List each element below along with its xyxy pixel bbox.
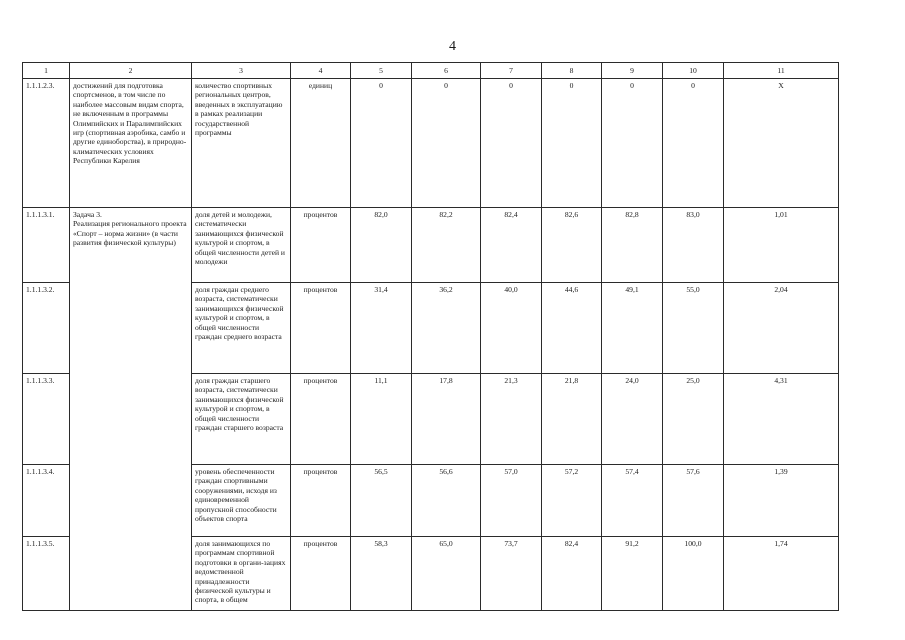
page-number: 4: [449, 39, 456, 54]
row-value: 0: [481, 79, 542, 208]
row-value: 83,0: [663, 208, 724, 283]
row-indicator: доля граждан среднего возраста, систематически занимающихся физической культурой и спортом, в общей численности граждан среднего возраста: [192, 283, 291, 374]
row-value: 11,1: [351, 374, 412, 465]
row-value: 57,6: [663, 465, 724, 537]
row-value: 44,6: [542, 283, 602, 374]
header-cell: 8: [542, 63, 602, 79]
row-code: 1.1.1.3.1.: [23, 208, 70, 283]
row-ratio: 1,01: [724, 208, 839, 283]
row-value: 82,4: [542, 537, 602, 611]
row-indicator: доля детей и молодежи, систематически занимающихся физической культурой и спортом, в общей численности детей и молодежи: [192, 208, 291, 283]
row-code: 1.1.1.3.4.: [23, 465, 70, 537]
indicators-table: [22, 62, 839, 611]
row-indicator: доля граждан старшего возраста, систематически занимающихся физической культурой и спортом, в общей численности граждан старшего возраста: [192, 374, 291, 465]
table-row: [23, 79, 839, 208]
header-cell: 4: [291, 63, 351, 79]
header-cell: 2: [70, 63, 192, 79]
row-value: 82,6: [542, 208, 602, 283]
row-indicator: уровень обеспеченности граждан спортивными сооружениями, исходя из единовременной пропускной способности объектов спорта: [192, 465, 291, 537]
row-unit: процентов: [291, 374, 351, 465]
row-code: 1.1.1.3.2.: [23, 283, 70, 374]
row-value: 21,8: [542, 374, 602, 465]
table-row: [23, 208, 839, 283]
row-value: 55,0: [663, 283, 724, 374]
header-cell: 6: [412, 63, 481, 79]
header-cell: 10: [663, 63, 724, 79]
row-value: 17,8: [412, 374, 481, 465]
row-ratio: 4,31: [724, 374, 839, 465]
row-task: достижений для подготовка спортсменов, в том числе по наиболее массовым видам спорта, не включенным в программы Олимпийских и Паралимпийских игр (спортивная аэробика, самбо и другие единоборства), в природно-климатических условиях Республики Карелия: [70, 79, 192, 208]
row-value: 0: [542, 79, 602, 208]
row-code: 1.1.1.3.5.: [23, 537, 70, 611]
header-cell: 3: [192, 63, 291, 79]
row-unit: процентов: [291, 208, 351, 283]
row-value: 73,7: [481, 537, 542, 611]
header-cell: 11: [724, 63, 839, 79]
row-value: 25,0: [663, 374, 724, 465]
row-value: 0: [663, 79, 724, 208]
row-value: 0: [602, 79, 663, 208]
row-unit: процентов: [291, 283, 351, 374]
row-value: 31,4: [351, 283, 412, 374]
row-value: 49,1: [602, 283, 663, 374]
row-value: 0: [412, 79, 481, 208]
row-ratio: X: [724, 79, 839, 208]
header-cell: 9: [602, 63, 663, 79]
row-value: 36,2: [412, 283, 481, 374]
row-value: 82,2: [412, 208, 481, 283]
row-value: 91,2: [602, 537, 663, 611]
row-value: 56,6: [412, 465, 481, 537]
header-row: [23, 63, 839, 79]
row-value: 57,2: [542, 465, 602, 537]
row-value: 57,0: [481, 465, 542, 537]
row-indicator: количество спортивных региональных центров, введенных в эксплуатацию в рамках реализации государственной программы: [192, 79, 291, 208]
row-unit: единиц: [291, 79, 351, 208]
row-unit: процентов: [291, 537, 351, 611]
row-value: 40,0: [481, 283, 542, 374]
row-value: 82,8: [602, 208, 663, 283]
row-code: 1.1.1.3.3.: [23, 374, 70, 465]
row-value: 21,3: [481, 374, 542, 465]
row-task: Задача 3. Реализация регионального проекта «Спорт – норма жизни» (в части развития физической культуры): [70, 208, 192, 611]
row-value: 58,3: [351, 537, 412, 611]
row-value: 82,4: [481, 208, 542, 283]
row-indicator: доля занимающихся по программам спортивной подготовки в органи-зациях ведомственной принадлежности физической культуры и спорта, в общем: [192, 537, 291, 611]
header-cell: 7: [481, 63, 542, 79]
row-ratio: 1,39: [724, 465, 839, 537]
row-ratio: 1,74: [724, 537, 839, 611]
header-cell: 1: [23, 63, 70, 79]
row-value: 100,0: [663, 537, 724, 611]
row-value: 0: [351, 79, 412, 208]
row-unit: процентов: [291, 465, 351, 537]
header-cell: 5: [351, 63, 412, 79]
row-value: 82,0: [351, 208, 412, 283]
row-value: 65,0: [412, 537, 481, 611]
row-value: 56,5: [351, 465, 412, 537]
row-code: 1.1.1.2.3.: [23, 79, 70, 208]
row-ratio: 2,04: [724, 283, 839, 374]
row-value: 24,0: [602, 374, 663, 465]
row-value: 57,4: [602, 465, 663, 537]
